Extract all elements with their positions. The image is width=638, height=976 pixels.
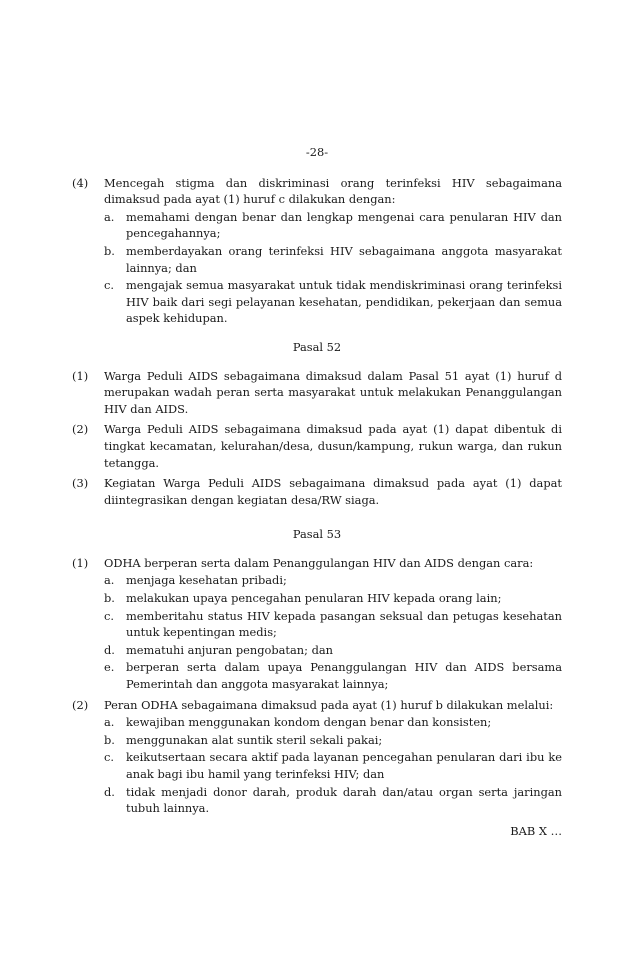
sub-text: menggunakan alat suntik steril sekali pakai; [126, 732, 383, 747]
ayat-item [72, 421, 562, 471]
sub-letter: d. [104, 784, 115, 799]
ayat-text: Kegiatan Warga Peduli AIDS sebagaimana dimaksud pada ayat (1) dapat diintegrasikan dengan kegiatan desa/RW siaga. [104, 476, 562, 507]
sub-letter: b. [104, 591, 115, 606]
sub-text: melakukan upaya pencegahan penularan HIV kepada orang lain; [126, 591, 502, 606]
sub-letter: c. [104, 608, 115, 623]
ayat-text: Mencegah stigma dan diskriminasi orang terinfeksi HIV sebagaimana dimaksud pada ayat (1) huruf c dilakukan dengan: [104, 175, 562, 207]
ayat-text: Warga Peduli AIDS sebagaimana dimaksud dalam Pasal 51 ayat (1) huruf d merupakan wadah peran serta masyarakat untuk melakukan Penanggulangan HIV dan AIDS. [104, 368, 562, 416]
pasal-53-title: Pasal 53 [292, 527, 342, 542]
ayat-item [72, 697, 562, 817]
sub-text: memberitahu status HIV kepada pasangan seksual dan petugas kesehatan untuk kepentingan medis; [126, 608, 562, 640]
sub-letter: a. [104, 209, 115, 224]
sub-letter: a. [104, 715, 115, 730]
ayat-text: ODHA berperan serta dalam Penanggulangan HIV dan AIDS dengan cara: [104, 555, 534, 570]
sub-item [104, 608, 562, 641]
sub-item [104, 243, 562, 276]
sub-letter: b. [104, 732, 115, 747]
sub-text: keikutsertaan secara aktif pada layanan pencegahan penularan dari ibu ke anak bagi ibu hamil yang terinfeksi HIV; dan [126, 750, 562, 781]
sub-text: menjaga kesehatan pribadi; [126, 573, 287, 588]
ayat-number: (1) [72, 555, 89, 570]
sub-item [104, 642, 562, 659]
sub-item [104, 277, 562, 327]
ayat-text: Peran ODHA sebagaimana dimaksud pada ayat (1) huruf b dilakukan melalui: [104, 697, 554, 712]
sub-letter: e. [104, 660, 115, 675]
sub-letter: d. [104, 642, 115, 657]
document-page [72, 144, 562, 839]
sub-text: mematuhi anjuran pengobatan; dan [126, 642, 334, 657]
ayat-text: Warga Peduli AIDS sebagaimana dimaksud pada ayat (1) dapat dibentuk di tingkat kecamatan, kelurahan/desa, dusun/kampung, rukun warga, dan rukun tetangga. [104, 422, 562, 470]
sub-text: memahami dengan benar dan lengkap mengenai cara penularan HIV dan pencegahannya; [126, 209, 562, 241]
ayat-item [72, 368, 562, 418]
ayat-item [72, 175, 562, 327]
sub-text: berperan serta dalam upaya Penanggulangan HIV dan AIDS bersama Pemerintah dan anggota masyarakat lainnya; [126, 660, 562, 692]
sub-item [104, 572, 562, 589]
sub-letter: a. [104, 573, 115, 588]
sub-letter: c. [104, 278, 115, 293]
ayat-item [72, 555, 562, 693]
page-number: -28- [305, 145, 329, 159]
sub-item [104, 209, 562, 242]
ayat-number: (2) [72, 422, 89, 437]
sub-item [104, 784, 562, 817]
ayat-number: (3) [72, 476, 89, 491]
sub-text: memberdayakan orang terinfeksi HIV sebagaimana anggota masyarakat lainnya; dan [126, 243, 562, 275]
sub-item [104, 714, 562, 731]
ayat-number: (4) [72, 175, 89, 190]
pasal-52-title: Pasal 52 [292, 339, 342, 354]
sub-text: kewajiban menggunakan kondom dengan benar dan konsisten; [126, 715, 492, 730]
sub-item [104, 659, 562, 692]
sub-item [104, 590, 562, 607]
sub-letter: b. [104, 243, 115, 258]
ayat-item [72, 475, 562, 508]
footer-next-chapter: BAB X … [510, 823, 562, 838]
sub-letter: c. [104, 750, 115, 765]
ayat-number: (1) [72, 368, 89, 383]
sub-item [104, 732, 562, 749]
sub-item [104, 749, 562, 782]
sub-text: mengajak semua masyarakat untuk tidak mendiskriminasi orang terinfeksi HIV baik dari segi pelayanan kesehatan, pendidikan, pekerjaan dan semua aspek kehidupan. [126, 278, 562, 326]
sub-text: tidak menjadi donor darah, produk darah dan/atau organ serta jaringan tubuh lainnya. [126, 784, 562, 816]
ayat-number: (2) [72, 697, 89, 712]
